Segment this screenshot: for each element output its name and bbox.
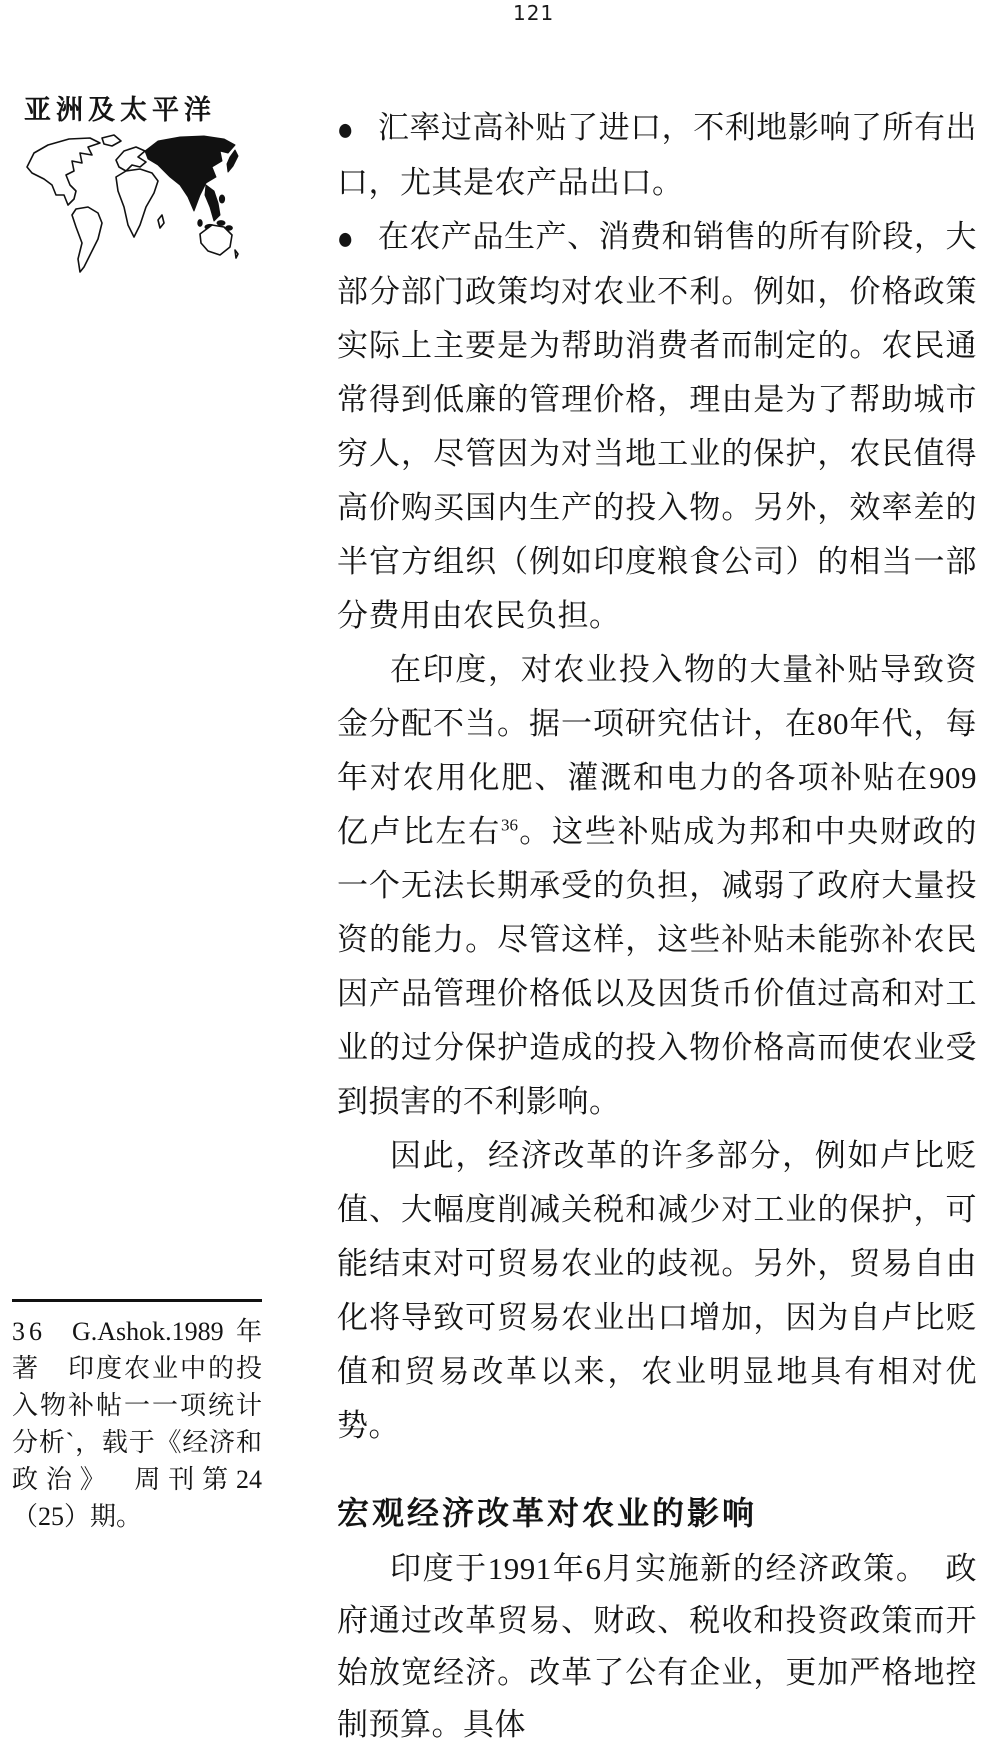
paragraph-economic-reform xyxy=(337,1129,977,1453)
footnote-ref-36: 36 xyxy=(500,815,518,835)
paragraph-text: 。这些补贴成为邦和中央财政的一个无法长期承受的负担，减弱了政府大量投资的能力。尽管这样，这些补贴未能弥补农民因产品管理价格低以及因货币价值过高和对工业的过分保护造成的投入物价格高而使农业受到损害的不利影响。 xyxy=(337,814,978,1119)
paragraph-text: 在印度，对农业投入物的大量补贴导致资金分配不当。据一项研究估计，在80年代，每年对农用化肥、灌溉和电力的各项补贴在909亿卢比左右 xyxy=(337,652,977,849)
asia-pacific-map-block xyxy=(24,88,274,275)
world-map-icon xyxy=(24,133,240,275)
map-north-america-outline xyxy=(27,138,100,205)
map-island-icon xyxy=(198,220,202,227)
map-japan-filled xyxy=(227,150,238,172)
map-south-america-outline xyxy=(72,207,102,272)
map-island-icon xyxy=(219,195,224,203)
footnote-block xyxy=(12,1299,262,1535)
page-number: 121 xyxy=(513,1,555,25)
paragraph-text: 汇率过高补贴了进口，不利地影响了所有出口，尤其是农产品出口。 xyxy=(337,110,977,200)
bullet-paragraph-sector-policy xyxy=(337,210,977,643)
bullet-icon: ● xyxy=(336,111,355,147)
section-heading-macro-reform: 宏观经济改革对农业的影响 xyxy=(337,1495,758,1531)
paragraph-text: 因此，经济改革的许多部分，例如卢比贬值、大幅度削减关税和减少对工业的保护，可能结束对可贸易农业的歧视。另外，贸易自由化将导致可贸易农业出口增加，因为自卢比贬值和贸易改革以来，农业明显地具有相对优势。 xyxy=(337,1138,977,1443)
map-greenland-outline xyxy=(102,135,121,146)
map-southeast-asia-filled xyxy=(205,185,220,221)
map-europe-outline xyxy=(116,147,146,171)
map-australia-outline xyxy=(200,225,232,255)
main-text-column xyxy=(337,101,977,1751)
footnote-36 xyxy=(12,1313,262,1535)
map-island-icon xyxy=(217,221,225,226)
paragraph-india-1991-policy xyxy=(337,1543,977,1751)
bullet-paragraph-exchange-rate xyxy=(337,101,977,210)
footnote-text: G.Ashok.1989年著 印度农业中的投入物补帖一一项统计分析`，载于《经济和政治》 周刊第24（25）期。 xyxy=(12,1317,262,1531)
map-new-zealand-outline xyxy=(235,250,238,258)
footnote-number: 36 xyxy=(12,1317,46,1346)
map-africa-outline xyxy=(116,169,158,237)
paragraph-india-subsidies xyxy=(337,643,977,1129)
paragraph-text: 在农产品生产、消费和销售的所有阶段，大部分部门政策均对农业不利。例如，价格政策实际上主要是为帮助消费者而制定的。农民通常得到低廉的管理价格，理由是为了帮助城市穷人，尽管因为对当地工业的保护，农民值得高价购买国内生产的投入物。另外，效率差的半官方组织（例如印度粮食公司）的相当一部分费用由农民负担。 xyxy=(337,219,977,633)
map-region-label: 亚洲及太平洋 xyxy=(24,95,216,125)
paragraph-text: 印度于1991年6月实施新的经济政策。 政府通过改革贸易、财政、税收和投资政策而开始放宽经济。改革了公有企业，更加严格地控制预算。具体 xyxy=(337,1551,977,1742)
bullet-icon: ● xyxy=(336,220,355,256)
map-madagascar-outline xyxy=(158,215,164,228)
